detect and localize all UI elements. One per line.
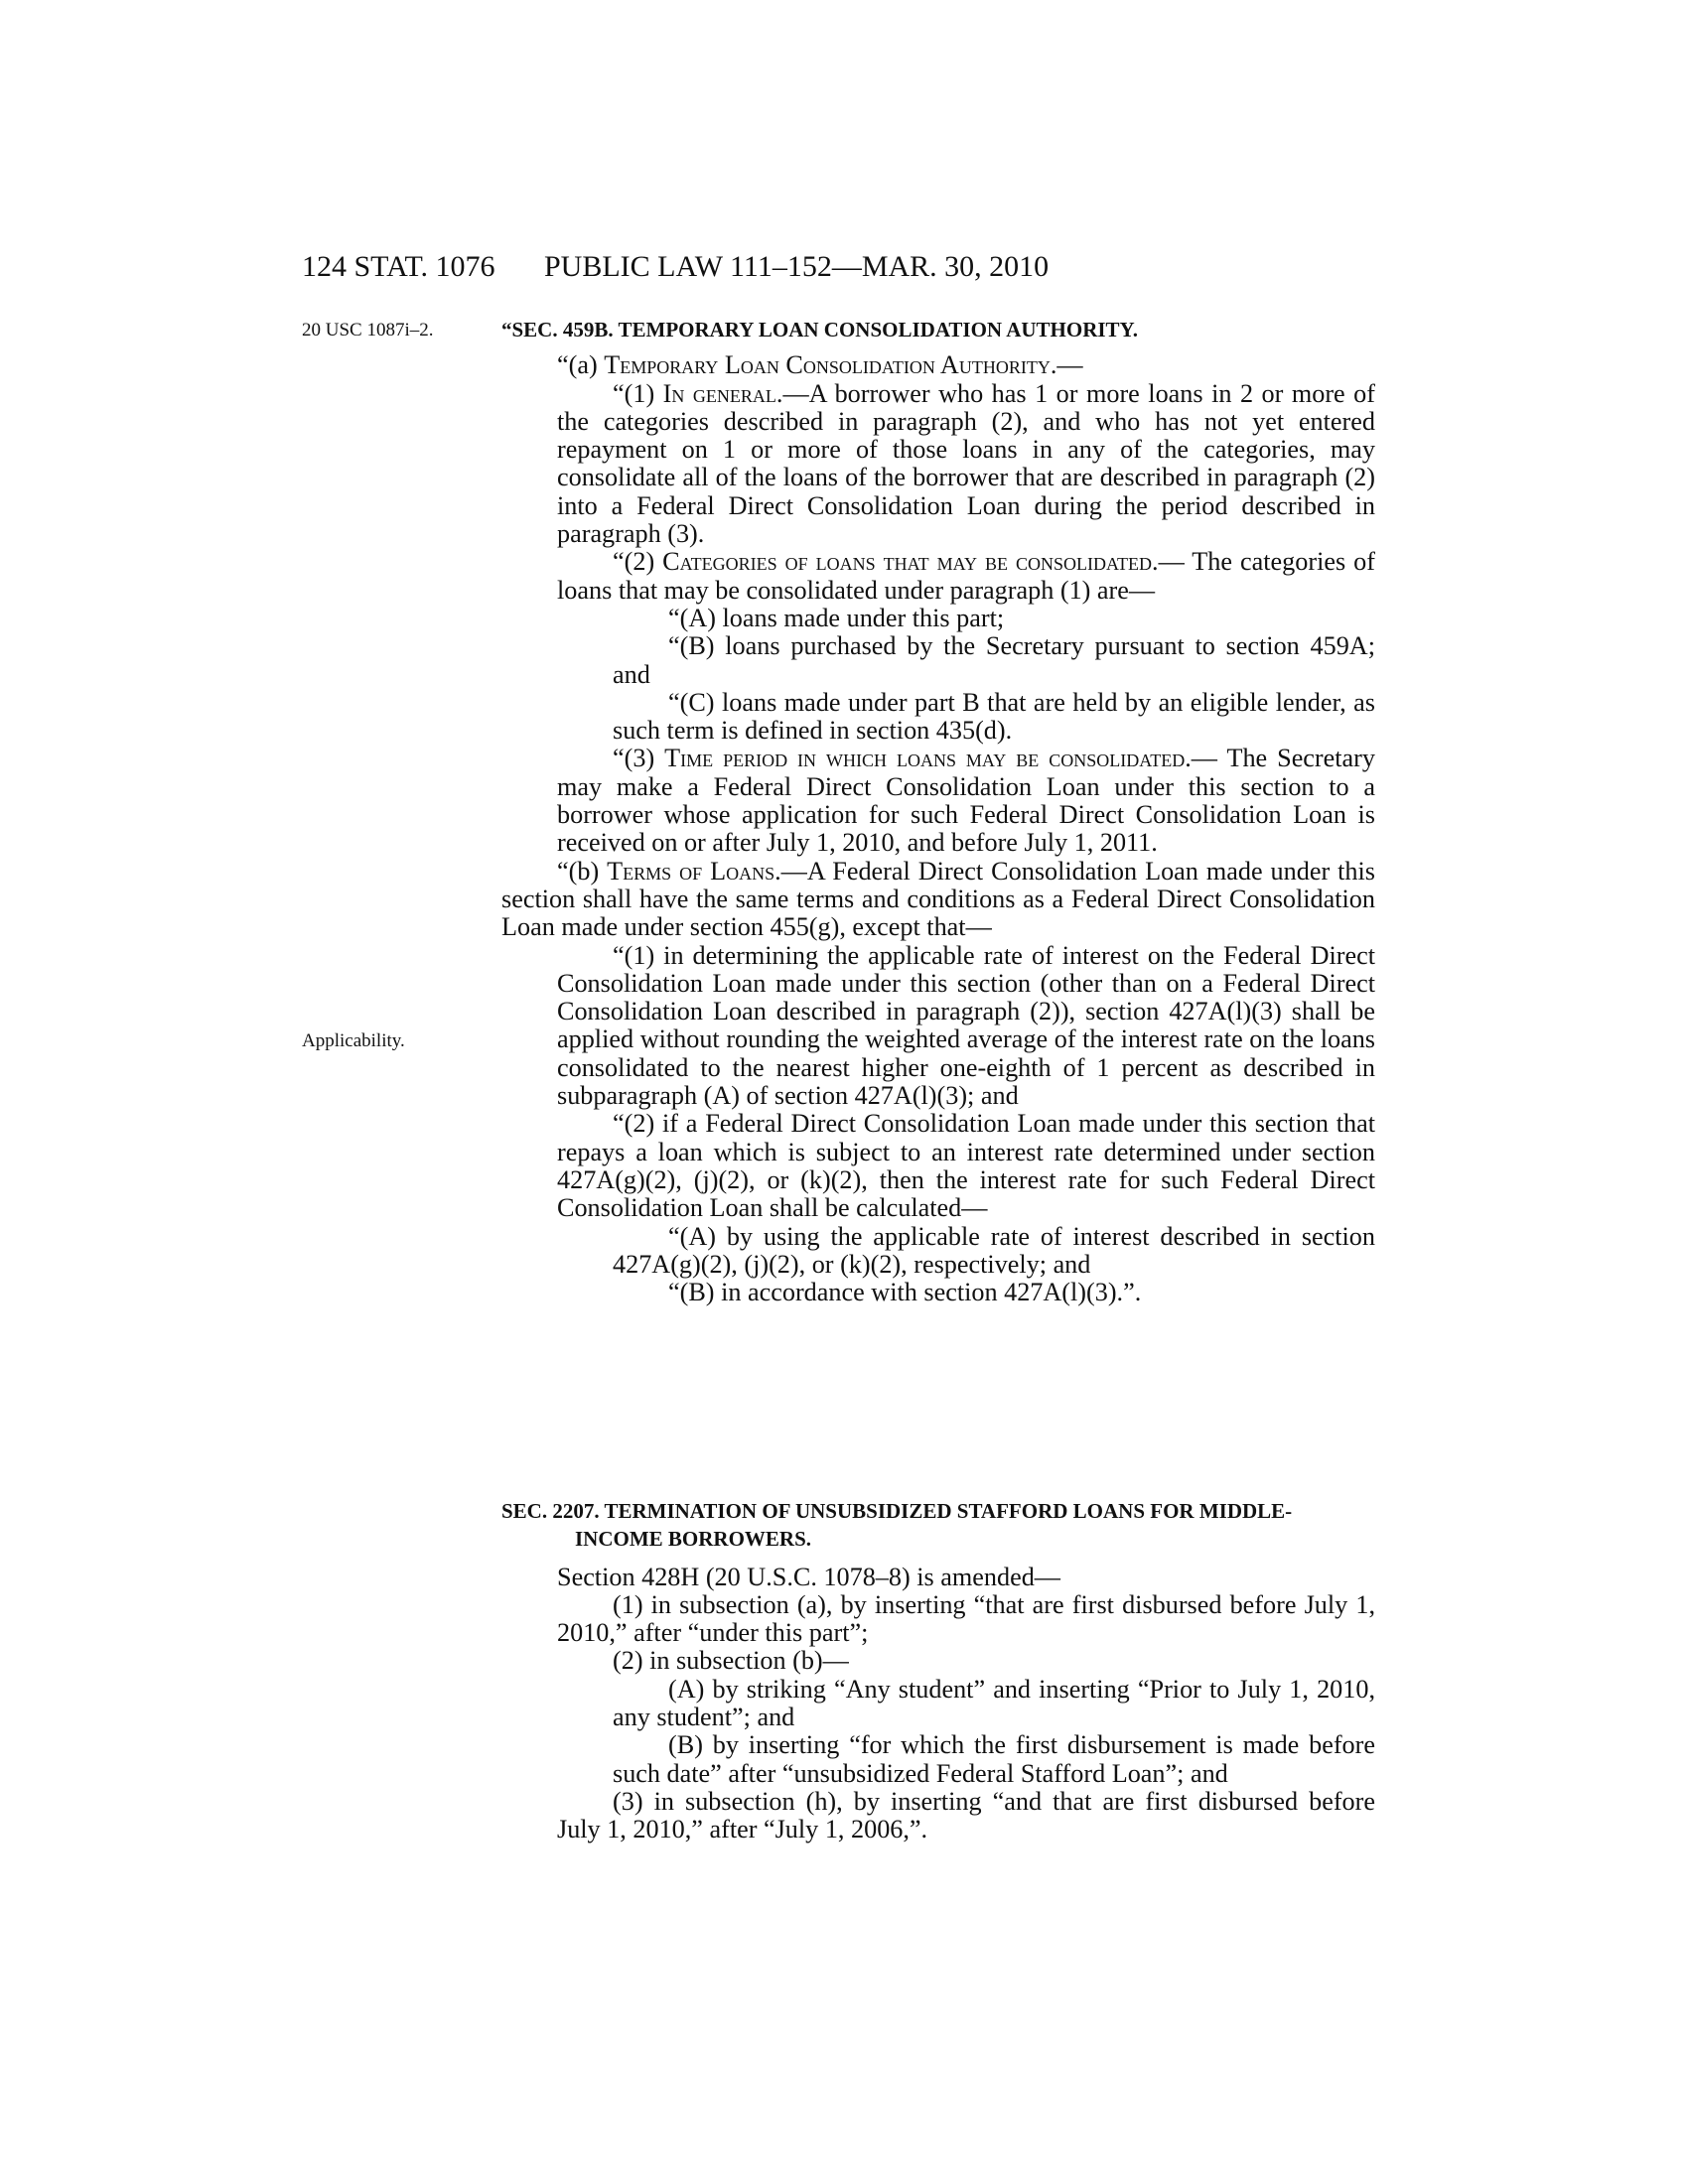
statute-page-reference: 124 STAT. 1076 <box>302 250 495 283</box>
margin-note-applicability: Applicability. <box>302 1030 405 1051</box>
section-2207 <box>501 1497 1375 1844</box>
amendment-3: (3) in subsection (h), by inserting “and that are first disbursed before July 1, 2010,” after “July 1, 2006,”. <box>557 1786 1375 1844</box>
section-2207-intro: Section 428H (20 U.S.C. 1078–8) is amended— <box>557 1562 1060 1591</box>
section-459b <box>501 316 1375 1306</box>
paragraph-a3: “(3) Time period in which loans may be consolidated.— The Secretary may make a Federal Direct Consolidation Loan under this section to a borrower whose application for such Federal Direct Consolidation Loan is received on or after July 1, 2010, and before July 1, 2011. <box>557 744 1375 858</box>
subparagraph-a2A: “(A) loans made under this part; <box>668 603 1005 632</box>
amendment-1: (1) in subsection (a), by inserting “that are first disbursed before July 1, 2010,” after “under this part”; <box>557 1589 1375 1648</box>
subsection-b: “(b) Terms of Loans.—A Federal Direct Consolidation Loan made under this section shall have the same terms and conditions as a Federal Direct Consolidation Loan made under section 455(g), except that— <box>501 856 1375 942</box>
subparagraph-b2B: “(B) in accordance with section 427A(l)(3).”. <box>668 1278 1142 1307</box>
paragraph-b2: “(2) if a Federal Direct Consolidation Loan made under this section that repays a loan which is subject to an interest rate determined under section 427A(g)(2), (j)(2), or (k)(2), then the interest rate for such Federal Direct Consolidation Loan shall be calculated— <box>557 1109 1375 1223</box>
subparagraph-a2B: “(B) loans purchased by the Secretary pursuant to section 459A; and <box>613 631 1375 689</box>
amendment-2A: (A) by striking “Any student” and inserting “Prior to July 1, 2010, any student”; and <box>613 1674 1375 1732</box>
amendment-2: (2) in subsection (b)— <box>613 1646 849 1676</box>
section-2207-heading: SEC. 2207. TERMINATION OF UNSUBSIDIZED STAFFORD LOANS FOR MIDDLE-INCOME BORROWERS. <box>501 1499 1293 1552</box>
section-459b-heading: “SEC. 459B. TEMPORARY LOAN CONSOLIDATION AUTHORITY. <box>501 318 1139 341</box>
paragraph-b1: “(1) in determining the applicable rate of interest on the Federal Direct Consolidation Loan made under this section (other than on a Federal Direct Consolidation Loan described in paragraph (2)), section 427A(l)(3) shall be applied without rounding the weighted average of the interest rate on the loans consolidated to the nearest higher one-eighth of 1 percent as described in subparagraph (A) of section 427A(l)(3); and <box>557 940 1375 1111</box>
paragraph-a1: “(1) In general.—A borrower who has 1 or more loans in 2 or more of the categories described in paragraph (2), and who has not yet entered repayment on 1 or more of those loans in any of the categories, may consolidate all of the loans of the borrower that are described in paragraph (2) into a Federal Direct Consolidation Loan during the period described in paragraph (3). <box>557 378 1375 549</box>
public-law-header: PUBLIC LAW 111–152—MAR. 30, 2010 <box>544 250 1050 283</box>
subparagraph-a2C: “(C) loans made under part B that are held by an eligible lender, as such term is defined in section 435(d). <box>613 687 1375 746</box>
subparagraph-b2A: “(A) by using the applicable rate of interest described in section 427A(g)(2), (j)(2), or (k)(2), respectively; and <box>613 1221 1375 1279</box>
subsection-a-heading: “(a) Temporary Loan Consolidation Authority.— <box>557 350 1083 380</box>
amendment-2B: (B) by inserting “for which the first disbursement is made before such date” after “unsubsidized Federal Stafford Loan”; and <box>613 1730 1375 1788</box>
paragraph-a2: “(2) Categories of loans that may be consolidated.— The categories of loans that may be consolidated under paragraph (1) are— <box>557 547 1375 605</box>
margin-note-usc-citation: 20 USC 1087i–2. <box>302 320 434 341</box>
